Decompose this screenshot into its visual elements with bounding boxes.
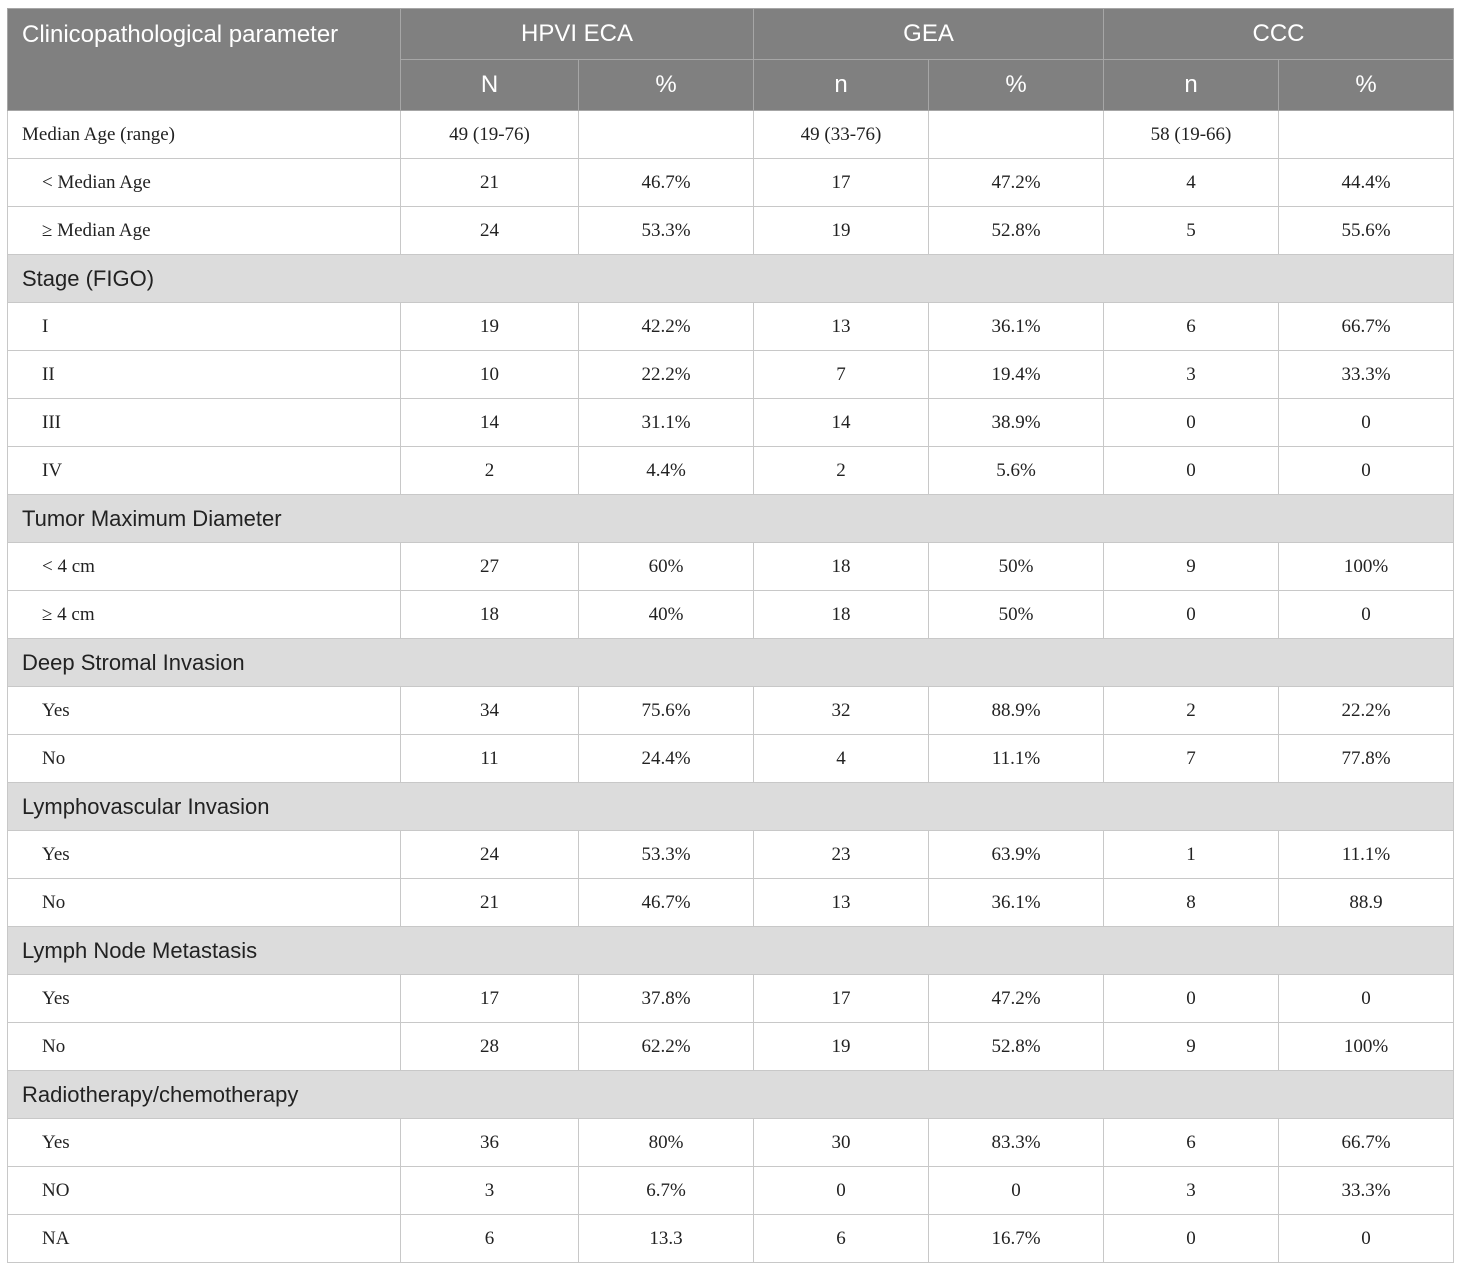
cell-gea-pct: 5.6% [929,447,1104,495]
cell-gea-n: 13 [754,303,929,351]
cell-gea-n: 17 [754,159,929,207]
cell-gea-pct: 47.2% [929,159,1104,207]
subheader-gea-pct: % [929,60,1104,111]
cell-ccc-n: 0 [1104,447,1279,495]
table-row [8,303,1454,351]
cell-ccc-n: 4 [1104,159,1279,207]
cell-ccc-pct [1279,111,1454,159]
cell-ccc-pct: 100% [1279,543,1454,591]
table-row [8,159,1454,207]
table-row [8,399,1454,447]
cell-gea-pct: 83.3% [929,1119,1104,1167]
cell-gea-n: 2 [754,447,929,495]
clinicopathological-table-container [7,8,1453,1263]
table-row [8,1023,1454,1071]
section-row [8,495,1454,543]
cell-ccc-n: 2 [1104,687,1279,735]
subheader-ccc-pct: % [1279,60,1454,111]
cell-hpvi-n: 36 [401,1119,579,1167]
cell-hpvi-n: 24 [401,207,579,255]
cell-gea-pct: 63.9% [929,831,1104,879]
cell-hpvi-n: 3 [401,1167,579,1215]
cell-hpvi-n: 2 [401,447,579,495]
row-label: NO [8,1167,401,1215]
row-label: IV [8,447,401,495]
cell-gea-n: 18 [754,591,929,639]
cell-hpvi-pct: 24.4% [579,735,754,783]
cell-gea-n: 0 [754,1167,929,1215]
section-heading: Lymph Node Metastasis [8,927,1454,975]
cell-ccc-n: 7 [1104,735,1279,783]
cell-hpvi-n: 19 [401,303,579,351]
cell-gea-pct: 19.4% [929,351,1104,399]
row-label: No [8,1023,401,1071]
cell-hpvi-n: 18 [401,591,579,639]
cell-ccc-pct: 0 [1279,591,1454,639]
cell-ccc-n: 6 [1104,303,1279,351]
cell-ccc-pct: 22.2% [1279,687,1454,735]
cell-gea-n: 6 [754,1215,929,1263]
table-row [8,207,1454,255]
row-label: No [8,879,401,927]
section-row [8,255,1454,303]
cell-ccc-pct: 0 [1279,399,1454,447]
table-row [8,1215,1454,1263]
cell-ccc-pct: 11.1% [1279,831,1454,879]
table-row [8,111,1454,159]
cell-gea-pct: 16.7% [929,1215,1104,1263]
cell-ccc-pct: 66.7% [1279,1119,1454,1167]
table-row [8,447,1454,495]
cell-gea-n: 17 [754,975,929,1023]
section-row [8,639,1454,687]
cell-hpvi-n: 21 [401,159,579,207]
cell-hpvi-pct: 13.3 [579,1215,754,1263]
cell-hpvi-n: 28 [401,1023,579,1071]
table-row [8,975,1454,1023]
cell-ccc-pct: 0 [1279,1215,1454,1263]
cell-gea-n: 49 (33-76) [754,111,929,159]
row-label: Yes [8,831,401,879]
cell-gea-pct: 50% [929,591,1104,639]
cell-gea-pct: 52.8% [929,207,1104,255]
cell-hpvi-n: 21 [401,879,579,927]
table-body [8,111,1454,1263]
cell-ccc-n: 9 [1104,543,1279,591]
cell-gea-n: 4 [754,735,929,783]
cell-hpvi-n: 6 [401,1215,579,1263]
cell-hpvi-pct [579,111,754,159]
section-heading: Stage (FIGO) [8,255,1454,303]
cell-ccc-n: 3 [1104,351,1279,399]
cell-hpvi-n: 14 [401,399,579,447]
section-heading: Lymphovascular Invasion [8,783,1454,831]
row-label: < 4 cm [8,543,401,591]
cell-ccc-pct: 44.4% [1279,159,1454,207]
table-row [8,1119,1454,1167]
cell-hpvi-n: 34 [401,687,579,735]
table-header [8,9,1454,111]
header-group-gea: GEA [754,9,1104,60]
row-label: < Median Age [8,159,401,207]
cell-hpvi-pct: 53.3% [579,831,754,879]
cell-gea-pct: 0 [929,1167,1104,1215]
table-row [8,591,1454,639]
cell-gea-pct: 47.2% [929,975,1104,1023]
subheader-gea-n: n [754,60,929,111]
cell-ccc-pct: 100% [1279,1023,1454,1071]
cell-ccc-pct: 0 [1279,975,1454,1023]
cell-ccc-n: 6 [1104,1119,1279,1167]
cell-gea-pct: 50% [929,543,1104,591]
cell-gea-pct: 88.9% [929,687,1104,735]
cell-ccc-n: 0 [1104,1215,1279,1263]
section-row [8,783,1454,831]
cell-ccc-n: 0 [1104,591,1279,639]
cell-gea-n: 18 [754,543,929,591]
cell-ccc-pct: 33.3% [1279,1167,1454,1215]
cell-hpvi-n: 27 [401,543,579,591]
cell-ccc-n: 5 [1104,207,1279,255]
cell-ccc-n: 58 (19-66) [1104,111,1279,159]
row-label: ≥ Median Age [8,207,401,255]
cell-gea-n: 32 [754,687,929,735]
cell-gea-n: 7 [754,351,929,399]
cell-gea-pct: 52.8% [929,1023,1104,1071]
row-label: Yes [8,687,401,735]
table-row [8,687,1454,735]
cell-ccc-pct: 33.3% [1279,351,1454,399]
cell-gea-n: 13 [754,879,929,927]
cell-hpvi-pct: 75.6% [579,687,754,735]
row-label: III [8,399,401,447]
section-heading: Tumor Maximum Diameter [8,495,1454,543]
cell-gea-n: 30 [754,1119,929,1167]
section-heading: Deep Stromal Invasion [8,639,1454,687]
cell-hpvi-pct: 37.8% [579,975,754,1023]
row-label: Median Age (range) [8,111,401,159]
cell-ccc-n: 3 [1104,1167,1279,1215]
cell-gea-n: 19 [754,1023,929,1071]
cell-hpvi-n: 24 [401,831,579,879]
cell-hpvi-pct: 62.2% [579,1023,754,1071]
cell-ccc-pct: 55.6% [1279,207,1454,255]
cell-gea-pct [929,111,1104,159]
cell-gea-n: 14 [754,399,929,447]
cell-gea-n: 23 [754,831,929,879]
cell-hpvi-n: 11 [401,735,579,783]
table-row [8,1167,1454,1215]
subheader-hpvi-n: N [401,60,579,111]
cell-gea-pct: 11.1% [929,735,1104,783]
cell-ccc-pct: 66.7% [1279,303,1454,351]
cell-hpvi-pct: 60% [579,543,754,591]
row-label: ≥ 4 cm [8,591,401,639]
header-group-ccc: CCC [1104,9,1454,60]
cell-gea-pct: 38.9% [929,399,1104,447]
cell-ccc-n: 9 [1104,1023,1279,1071]
section-heading: Radiotherapy/chemotherapy [8,1071,1454,1119]
subheader-hpvi-pct: % [579,60,754,111]
cell-hpvi-pct: 53.3% [579,207,754,255]
row-label: Yes [8,975,401,1023]
cell-gea-pct: 36.1% [929,879,1104,927]
row-label: II [8,351,401,399]
cell-ccc-pct: 88.9 [1279,879,1454,927]
table-row [8,543,1454,591]
cell-hpvi-pct: 6.7% [579,1167,754,1215]
cell-hpvi-n: 10 [401,351,579,399]
table-row [8,735,1454,783]
header-group-hpvi-eca: HPVI ECA [401,9,754,60]
header-row-groups [8,9,1454,60]
cell-gea-n: 19 [754,207,929,255]
cell-hpvi-pct: 42.2% [579,303,754,351]
cell-hpvi-n: 17 [401,975,579,1023]
row-label: NA [8,1215,401,1263]
cell-hpvi-pct: 4.4% [579,447,754,495]
cell-ccc-n: 1 [1104,831,1279,879]
section-row [8,927,1454,975]
cell-gea-pct: 36.1% [929,303,1104,351]
cell-hpvi-pct: 46.7% [579,879,754,927]
clinicopathological-table [7,8,1454,1263]
row-label: Yes [8,1119,401,1167]
table-row [8,879,1454,927]
cell-ccc-pct: 77.8% [1279,735,1454,783]
row-label: I [8,303,401,351]
section-row [8,1071,1454,1119]
cell-hpvi-n: 49 (19-76) [401,111,579,159]
cell-hpvi-pct: 40% [579,591,754,639]
cell-hpvi-pct: 22.2% [579,351,754,399]
cell-hpvi-pct: 31.1% [579,399,754,447]
header-param: Clinicopathological parameter [8,9,401,111]
cell-ccc-n: 0 [1104,975,1279,1023]
cell-ccc-n: 0 [1104,399,1279,447]
cell-hpvi-pct: 46.7% [579,159,754,207]
row-label: No [8,735,401,783]
cell-hpvi-pct: 80% [579,1119,754,1167]
subheader-ccc-n: n [1104,60,1279,111]
cell-ccc-pct: 0 [1279,447,1454,495]
cell-ccc-n: 8 [1104,879,1279,927]
table-row [8,831,1454,879]
table-row [8,351,1454,399]
